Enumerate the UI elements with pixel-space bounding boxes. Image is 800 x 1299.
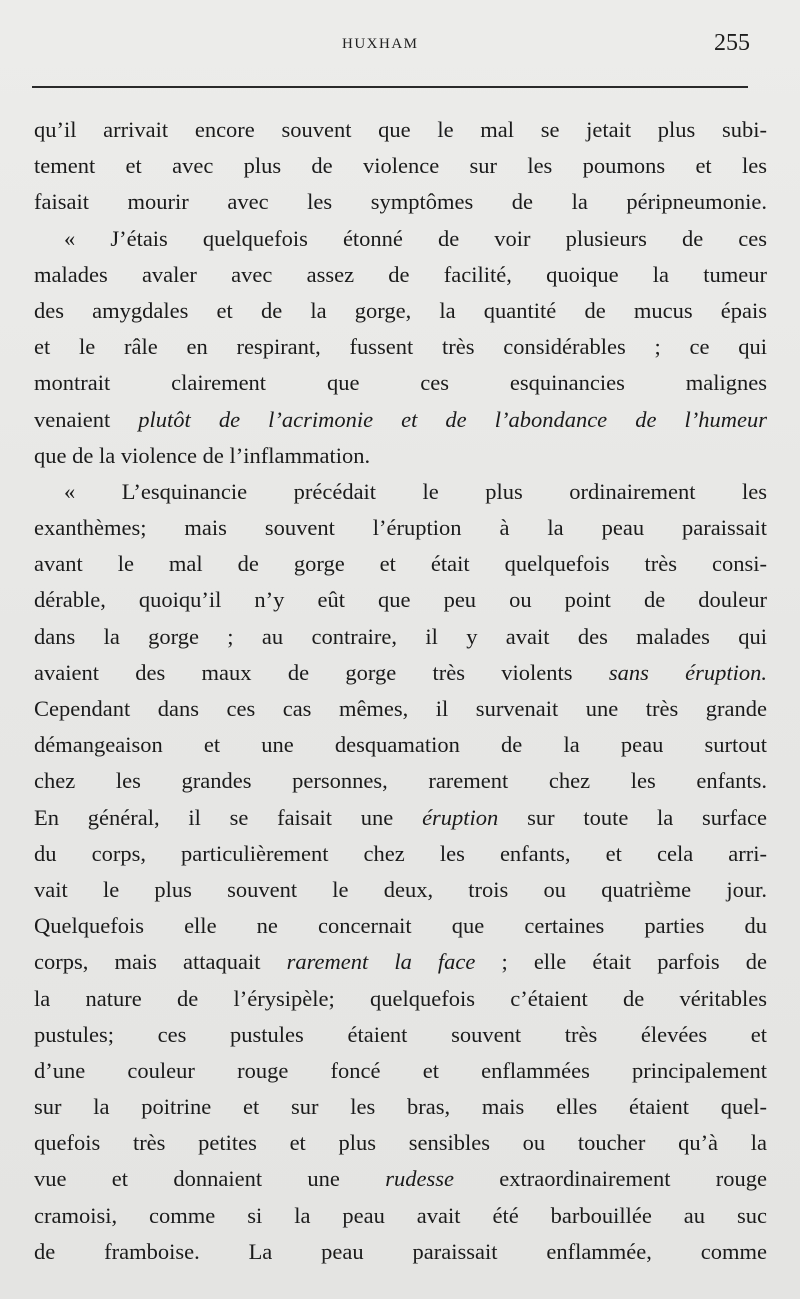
text-line: quefois très petites et plus sensibles ou toucher qu’à la (34, 1130, 767, 1156)
text-line: vue et donnaient une rudesse extraordinairement rouge (34, 1166, 767, 1192)
running-head: HUXHAM (342, 36, 419, 52)
italic-phrase: rarement la face (286, 949, 476, 975)
text-line: faisait mourir avec les symptômes de la péripneumonie. (34, 189, 767, 215)
text-line: Quelquefois elle ne concernait que certaines parties du (34, 913, 767, 939)
text-line: la nature de l’érysipèle; quelquefois c’étaient de véritables (34, 985, 767, 1011)
text-line: chez les grandes personnes, rarement chez les enfants. (34, 768, 767, 794)
text-line: et le râle en respirant, fussent très considérables ; ce qui (34, 334, 767, 360)
page-number: 255 (714, 30, 750, 56)
text-line: corps, mais attaquait rarement la face ; elle était parfois de (34, 949, 767, 975)
text-line: « J’étais quelquefois étonné de voir plusieurs de ces (64, 225, 767, 251)
text-line: des amygdales et de la gorge, la quantité de mucus épais (34, 297, 767, 323)
text-line: montrait clairement que ces esquinancies malignes (34, 370, 767, 396)
header-rule (32, 86, 748, 88)
text-line: que de la violence de l’inflammation. (34, 442, 371, 468)
text-line: malades avaler avec assez de facilité, quoique la tumeur (34, 261, 767, 287)
text-line: d’une couleur rouge foncé et enflammées principalement (34, 1057, 767, 1083)
text-line: « L’esquinancie précédait le plus ordinairement les (64, 478, 767, 504)
text-line: Cependant dans ces cas mêmes, il survenait une très grande (34, 696, 767, 721)
text-line: avant le mal de gorge et était quelquefois très consi- (34, 551, 767, 577)
text-line: En général, il se faisait une éruption sur toute la surface (34, 804, 767, 830)
text-line: venaient plutôt de l’acrimonie et de l’abondance de l’humeur (34, 406, 767, 432)
text-line: dérable, quoiqu’il n’y eût que peu ou point de douleur (34, 587, 767, 613)
italic-phrase: éruption (422, 804, 499, 830)
text-line: exanthèmes; mais souvent l’éruption à la peau paraissait (34, 515, 767, 541)
text-line: pustules; ces pustules étaient souvent très élevées et (34, 1021, 767, 1047)
text-line: tement et avec plus de violence sur les poumons et les (34, 153, 767, 179)
text-line: du corps, particulièrement chez les enfants, et cela arri- (34, 840, 767, 866)
text-line: sur la poitrine et sur les bras, mais elles étaient quel- (34, 1094, 767, 1120)
body-text (34, 112, 767, 1270)
italic-phrase: rudesse (385, 1166, 454, 1192)
text-line: cramoisi, comme si la peau avait été barbouillée au suc (34, 1202, 767, 1228)
text-line: vait le plus souvent le deux, trois ou quatrième jour. (34, 876, 767, 902)
italic-phrase: plutôt de l’acrimonie et de l’abondance de l’humeur (138, 406, 767, 432)
text-line: avaient des maux de gorge très violents sans éruption. (34, 659, 767, 685)
text-line: de framboise. La peau paraissait enflammée, comme (34, 1238, 767, 1264)
italic-phrase: sans éruption. (608, 659, 767, 685)
text-line: démangeaison et une desquamation de la peau surtout (34, 732, 767, 758)
text-line: qu’il arrivait encore souvent que le mal se jetait plus subi- (34, 117, 767, 142)
text-line: dans la gorge ; au contraire, il y avait des malades qui (34, 623, 767, 649)
